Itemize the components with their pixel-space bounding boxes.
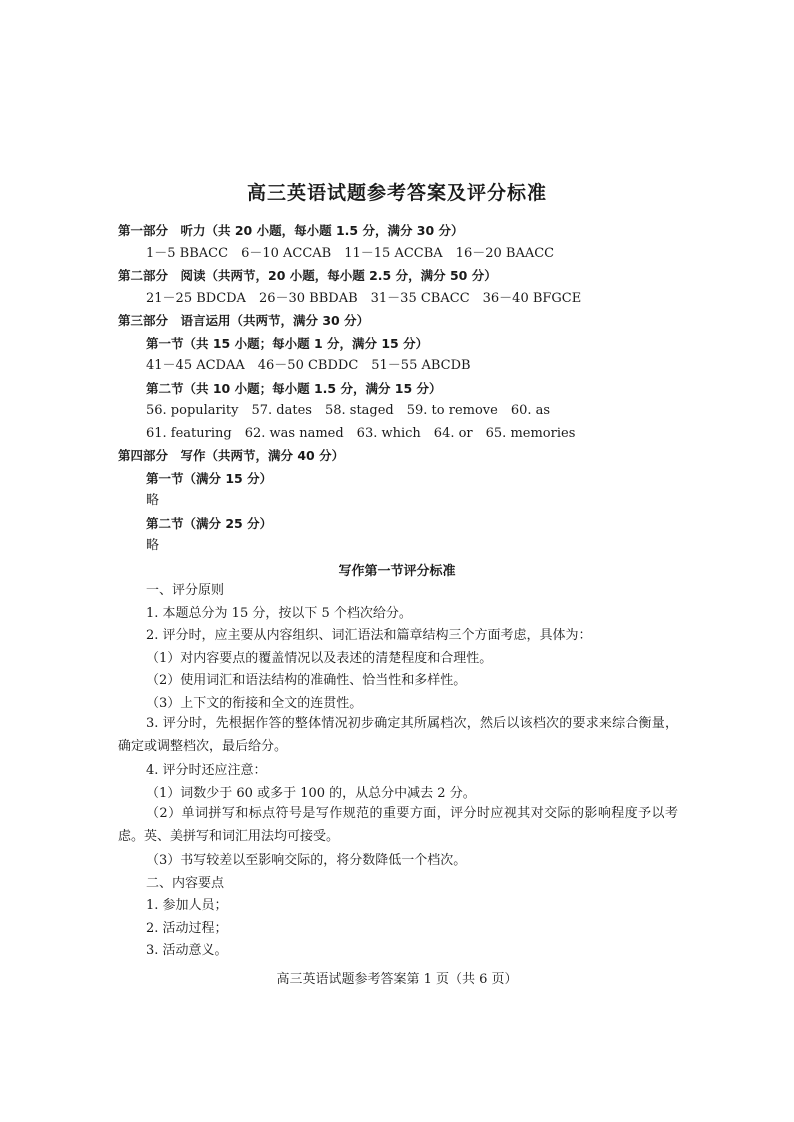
part4-section2-heading: 第二节（满分 25 分） [146, 516, 273, 531]
criteria-item-1: 1. 本题总分为 15 分，按以下 5 个档次给分。 [146, 606, 412, 621]
points-heading: 二、内容要点 [146, 876, 225, 891]
criteria-item-4: 4. 评分时还应注意： [146, 763, 267, 778]
part3-section2-heading: 第二节（共 10 小题；每小题 1.5 分，满分 15 分） [146, 381, 442, 396]
criteria-item-4-1: （1）词数少于 60 或多于 100 的，从总分中减去 2 分。 [146, 786, 476, 801]
criteria-item-2-1: （1）对内容要点的覆盖情况以及表述的清楚程度和合理性。 [146, 651, 493, 666]
point-1: 1. 参加人员； [146, 898, 228, 913]
page-footer: 高三英语试题参考答案第 1 页（共 6 页） [276, 972, 518, 987]
part4-section2-body: 略 [146, 538, 160, 553]
criteria-item-4-3: （3）书写较差以至影响交际的，将分数降低一个档次。 [146, 853, 467, 868]
part3-section1-heading: 第一节（共 15 小题；每小题 1 分，满分 15 分） [146, 336, 429, 351]
part3-section2-answers-2: 61. featuring 62. was named 63. which 64. or 65. memories [146, 426, 576, 441]
part3-section1-answers: 41－45 ACDAA 46－50 CBDDC 51－55 ABCDB [146, 358, 471, 373]
part1-answers: 1－5 BBACC 6－10 ACCAB 11－15 ACCBA 16－20 BAACC [146, 246, 555, 261]
page-title: 高三英语试题参考答案及评分标准 [246, 182, 547, 204]
part2-answers: 21－25 BDCDA 26－30 BBDAB 31－35 CBACC 36－40 BFGCE [146, 291, 582, 306]
criteria-item-2-2: （2）使用词汇和语法结构的准确性、恰当性和多样性。 [146, 673, 467, 688]
part4-heading: 第四部分 写作（共两节，满分 40 分） [118, 448, 345, 463]
part1-heading: 第一部分 听力（共 20 小题，每小题 1.5 分，满分 30 分） [118, 223, 464, 238]
point-2: 2. 活动过程； [146, 921, 228, 936]
part4-section1-heading: 第一节（满分 15 分） [146, 471, 273, 486]
criteria-item-3: 3. 评分时，先根据作答的整体情况初步确定其所属档次，然后以该档次的要求来综合衡量，确定或调整档次，最后给分。 [118, 716, 678, 754]
principles-heading: 一、评分原则 [146, 583, 225, 598]
criteria-item-4-2: （2）单词拼写和标点符号是写作规范的重要方面，评分时应视其对交际的影响程度予以考虑。英、美拼写和词汇用法均可接受。 [118, 806, 678, 844]
criteria-item-2-3: （3）上下文的衔接和全文的连贯性。 [146, 696, 363, 711]
part2-heading: 第二部分 阅读（共两节，20 小题，每小题 2.5 分，满分 50 分） [118, 268, 497, 283]
point-3: 3. 活动意义。 [146, 943, 228, 958]
criteria-heading: 写作第一节评分标准 [338, 564, 456, 579]
criteria-item-2: 2. 评分时，应主要从内容组织、词汇语法和篇章结构三个方面考虑，具体为： [146, 628, 592, 643]
part3-heading: 第三部分 语言运用（共两节，满分 30 分） [118, 313, 370, 328]
part3-section2-answers-1: 56. popularity 57. dates 58. staged 59. to remove 60. as [146, 403, 551, 418]
part4-section1-body: 略 [146, 493, 160, 508]
